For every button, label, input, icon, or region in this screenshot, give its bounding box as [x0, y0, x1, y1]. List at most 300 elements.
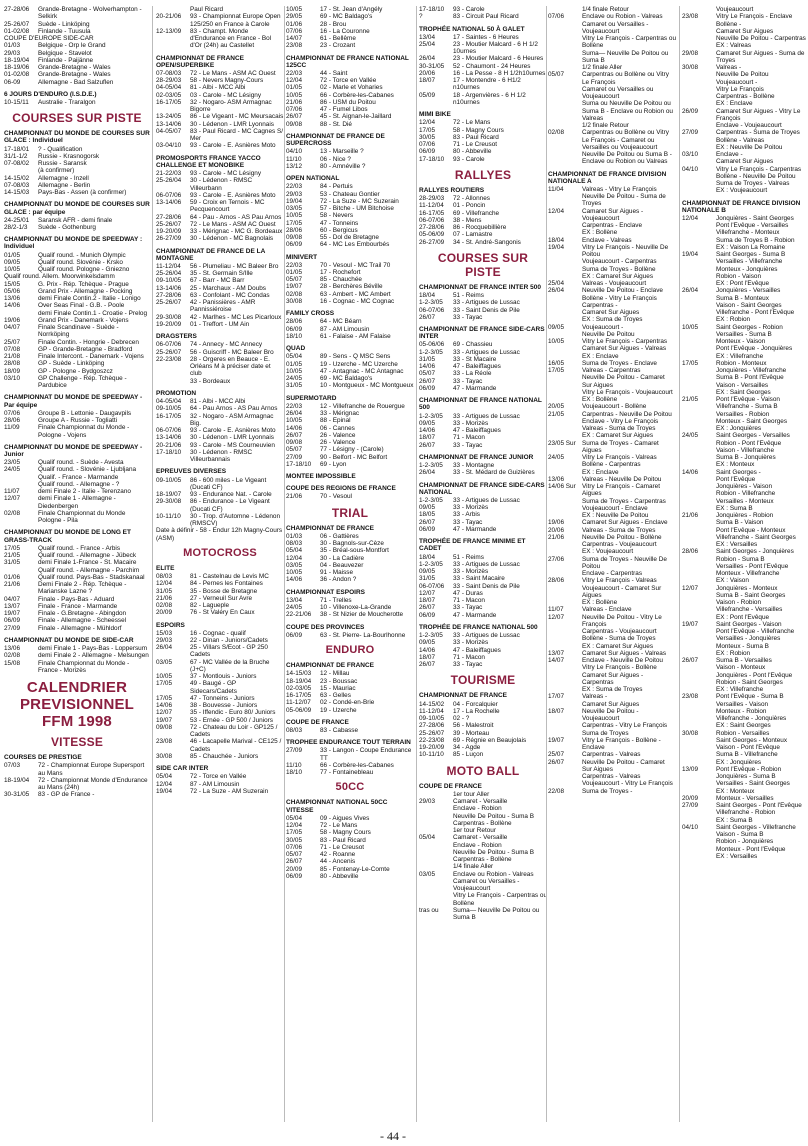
- calendar-entry: [286, 403, 414, 410]
- column-rule: [284, 6, 285, 1122]
- entry-date: 21/06: [548, 533, 564, 541]
- calendar-entry: [286, 156, 414, 163]
- discipline-title: MOTO BALL: [446, 763, 520, 778]
- calendar-entry: [419, 148, 547, 155]
- calendar-entry: [286, 6, 414, 13]
- entry-text: 64 - Pau - Arnos - AS Pau Arnos: [190, 213, 282, 221]
- entry-text: Suma de Troyes - Neuville De Poitou: [582, 555, 667, 570]
- calendar-entry: [548, 483, 676, 498]
- entry-date: 27-28/06: [419, 224, 445, 232]
- calendar-entry: [156, 449, 284, 464]
- entry-text: 33 - Saint Denis de Pile: [453, 306, 520, 314]
- entry-date: 03/05: [286, 561, 302, 569]
- entry-text: 93 - Carole - MS Courneuvien: [190, 441, 275, 449]
- entry-date: 11-12/04: [419, 707, 444, 715]
- entry-text: Neuville De Poitou - Camaret Sur Aigues: [582, 758, 665, 773]
- entry-text: 39 - Morteau: [453, 729, 490, 737]
- entry-text: 30 - Lédenon - LMR Lyonnais: [190, 434, 274, 442]
- entry-date: 26/07: [419, 661, 435, 669]
- calendar-entry: [156, 609, 284, 616]
- calendar-entry: [4, 224, 150, 231]
- calendar-entry: [548, 367, 676, 374]
- entry-date: 21/06: [286, 493, 302, 501]
- calendar-entry: [286, 670, 414, 677]
- calendar-entry: [4, 252, 150, 259]
- entry-date: 10/05: [286, 212, 302, 220]
- entry-date: 17-18/10: [419, 155, 445, 163]
- entry-continuation: Carpentras - Vitry Le François: [582, 722, 668, 730]
- entry-text: 85 - Luçon: [453, 751, 484, 759]
- entry-text: 86 - Rocquebillière: [453, 224, 507, 232]
- entry-text: 17 - St. Jean d'Angély: [320, 6, 383, 13]
- calendar-entry: [419, 583, 547, 590]
- entry-text: Finale - Allemagne - Scheessel: [38, 617, 127, 625]
- section-heading: CHAMPIONNAT DU MONDE DE SPEEDWAY : Individuel: [4, 236, 143, 251]
- calendar-entry: [682, 432, 806, 439]
- entry-date: 26/04: [419, 469, 435, 477]
- calendar-entry: [4, 99, 150, 106]
- entry-text: 91 - Maisse: [320, 569, 354, 577]
- entry-text: Groupe B - Lettonie - Daugavpils: [38, 409, 132, 417]
- entry-text: GP - Pologne - Bydgoszcz: [38, 367, 113, 375]
- calendar-entry: [156, 214, 284, 221]
- entry-date: 28/2-1/3: [4, 224, 28, 232]
- entry-text: Camaret Sur Aigues - Vitry Le François: [716, 107, 801, 122]
- entry-date: 26/07: [286, 858, 302, 866]
- calendar-entry: [4, 368, 150, 375]
- calendar-entry: [682, 251, 806, 258]
- entry-text: 33 - Artigues de Lussac: [453, 348, 520, 356]
- entry-date: 10/05: [548, 338, 564, 346]
- calendar-entry: [682, 13, 806, 20]
- entry-date: 05/04: [286, 353, 302, 361]
- calendar-entry: [156, 99, 284, 114]
- entry-date: 06-07/06: [419, 582, 445, 590]
- calendar-entry: [4, 339, 150, 346]
- entry-text: Carpentras - Neuville De Poitou: [582, 410, 672, 418]
- section-heading: CHAMPIONNAT DE FRANCE INTER 500: [419, 283, 541, 291]
- entry-date: 25/04: [419, 40, 435, 48]
- entry-date: 30/08: [682, 729, 698, 737]
- calendar-entry: [419, 356, 547, 363]
- calendar-entry: [286, 611, 414, 618]
- entry-text: Qualif round. - France - Arbis: [38, 544, 121, 552]
- calendar-entry: [4, 603, 150, 610]
- calendar-entry: [156, 285, 284, 292]
- entry-date: 13/04: [419, 33, 435, 41]
- entry-text: 84 - Pernes les Fontaines: [190, 580, 263, 588]
- calendar-entry: [419, 469, 547, 476]
- calendar-entry: [548, 519, 676, 526]
- calendar-entry: [286, 21, 414, 28]
- entry-date: 04/10: [682, 823, 698, 831]
- entry-text: Saint Georges - Vaison: [716, 620, 782, 628]
- entry-text: 28 - Berchères Béville: [320, 283, 383, 291]
- calendar-entry: [682, 151, 806, 158]
- entry-text: 72 - Torce en Vallée: [320, 77, 377, 85]
- entry-text: Saint Georges - Villefranche: [716, 823, 796, 831]
- entry-text: 38 - St Nizier de Moucherotte: [320, 611, 404, 619]
- calendar-entry: [419, 751, 547, 758]
- entry-continuation: EX : Valreas: [716, 42, 752, 50]
- entry-text: Finlande - Tuusula: [38, 27, 91, 35]
- entry-continuation: 1/2 finale Retour: [582, 122, 629, 129]
- calendar-entry: [419, 737, 547, 744]
- entry-continuation: EX : Suma B: [716, 504, 753, 512]
- entry-text: Russie - Krasnogorsk: [38, 152, 100, 160]
- calendar-entry: [156, 602, 284, 609]
- entry-text: Camaret Sur Aigues - Valreas: [582, 649, 667, 657]
- calendar-entry: [156, 724, 284, 739]
- entry-date: 30-31/05: [419, 62, 445, 70]
- section-heading: OPEN NATIONAL: [286, 175, 340, 183]
- entry-continuation: EX : Suma de Troyes: [582, 316, 643, 324]
- entry-date: 26/07: [419, 313, 435, 321]
- entry-text: 33 - Arbis: [453, 511, 480, 519]
- entry-continuation: EX : Villefranche: [716, 686, 764, 694]
- entry-text: 83 - Circuit Paul Ricard: [453, 13, 519, 21]
- entry-date: 12/07: [4, 495, 20, 503]
- entry-text: 33 - Morizès: [453, 419, 489, 427]
- entry-date: 06-07/06: [419, 306, 445, 314]
- entry-continuation: Suma de Troyes - Valreas: [716, 180, 790, 187]
- entry-date: 05-06/06: [419, 341, 445, 349]
- entry-date: 17/05: [419, 126, 435, 134]
- entry-date: 07/03: [4, 762, 20, 770]
- entry-date: 02/08: [548, 129, 564, 137]
- entry-text: 88 - St. Dié: [320, 120, 352, 128]
- entry-text: Neuville De Poitou - Enclave: [582, 287, 663, 295]
- entry-continuation: Qualif. - France - Marmande: [38, 473, 119, 481]
- entry-date: 09/08: [286, 234, 302, 242]
- calendar-entry: [156, 341, 284, 348]
- entry-date: 31/05: [156, 587, 172, 595]
- entry-text: 87 - AM Limousin: [190, 780, 240, 788]
- calendar-entry: [286, 851, 414, 858]
- entry-text: 27 - Verneuil Sur Avre: [190, 594, 253, 602]
- entry-text: Pont l'Evêque - Robion: [716, 765, 782, 773]
- entry-continuation: Vaison - Pont l'Evêque: [716, 744, 780, 752]
- entry-text: 02 - ?: [453, 715, 470, 723]
- entry-date: 05/09: [419, 91, 435, 99]
- entry-continuation: Bollène - Neuville De Poitou: [716, 172, 796, 180]
- calendar-entry: [548, 751, 676, 758]
- calendar-entry: [4, 791, 150, 798]
- calendar-entry: [548, 454, 676, 461]
- entry-date: 17/07: [548, 693, 564, 701]
- calendar-entry: [419, 497, 547, 504]
- calendar-entry: [286, 439, 414, 446]
- entry-continuation: Versailles - Villefranche: [716, 258, 783, 266]
- entry-text: 69 - MC Baldago's: [320, 13, 373, 21]
- calendar-entry: [156, 170, 284, 177]
- section-heading: ESPOIRS: [156, 621, 185, 629]
- entry-continuation: Robion - Saint Georges: [716, 678, 783, 686]
- entry-continuation: EX : Monteux: [716, 461, 755, 469]
- discipline-title: MOTOCROSS: [183, 546, 257, 559]
- entry-text: Belgique - Orp le Grand: [38, 42, 106, 50]
- calendar-entry: [286, 432, 414, 439]
- calendar-entry: [156, 491, 284, 498]
- entry-continuation: Enclave - Robion: [453, 805, 502, 813]
- entry-continuation: EX : Robion: [716, 316, 751, 324]
- entry-continuation: EX : Robion: [716, 649, 751, 657]
- entry-date: 24/05: [548, 454, 564, 462]
- entry-date: 23/08: [682, 693, 698, 701]
- entry-date: 19-20/09: [419, 744, 445, 752]
- calendar-entry: [156, 513, 284, 528]
- entry-text: Enclave - Valreas: [582, 236, 632, 244]
- entry-date: 30/05: [419, 133, 435, 141]
- calendar-entry: [548, 129, 676, 151]
- calendar-entry: [4, 625, 150, 632]
- calendar-entry: [419, 127, 547, 134]
- entry-text: 71 - Le Creusot: [453, 141, 498, 149]
- entry-continuation: Camaret Sur Aigues: [716, 27, 774, 35]
- calendar-entry: [419, 427, 547, 434]
- entry-text: 33 - Montagne: [453, 462, 495, 470]
- calendar-entry: [286, 333, 414, 340]
- calendar-entry: [548, 614, 676, 629]
- entry-date: 25/07: [548, 751, 564, 759]
- entry-date: 26-27/09: [419, 238, 445, 246]
- calendar-entry: [682, 795, 806, 802]
- entry-text: 93 - Carole - E. Asnières Moto: [190, 427, 276, 435]
- calendar-entry: [548, 737, 676, 752]
- entry-text: 38 - Bouvesse - Juniors: [190, 702, 258, 710]
- calendar-entry: [548, 411, 676, 418]
- entry-text: Suma de Troyes - Camaret Aigues: [582, 439, 659, 454]
- column-rule: [546, 6, 547, 1122]
- calendar-entry: [156, 413, 284, 428]
- entry-continuation: Carpentras - Bollène: [453, 856, 512, 863]
- entry-text: 58 - Magny Cours: [453, 126, 504, 134]
- entry-continuation: Villefranche - Saint Georges: [716, 533, 796, 541]
- entry-continuation: Camaret Sur Aigues - Valreas: [582, 345, 667, 353]
- calendar-entry: [4, 510, 150, 525]
- entry-date: 01/05: [286, 268, 302, 276]
- entry-text: Enclave - Neuville De Poitou: [582, 657, 663, 665]
- calendar-entry: [156, 70, 284, 77]
- entry-text: 69 - Lyon: [320, 460, 347, 468]
- calendar-entry: [286, 569, 414, 576]
- calendar-entry: [4, 175, 150, 182]
- entry-date: 05/04: [286, 814, 302, 822]
- entry-text: Allemagne - Inzell: [38, 174, 89, 182]
- section-heading: MINIVERT: [286, 253, 318, 261]
- entry-text: Monteux - Versailles: [716, 794, 774, 802]
- entry-text: 72 - Le Mans - ASM AC Ouest: [190, 220, 276, 228]
- section-heading: CHAMPIONNAT DU MONDE DE SIDE-CAR: [4, 636, 134, 644]
- entry-text: 93 - Carole - MC Lésigny: [190, 170, 262, 178]
- entry-text: Saint Georges - Robion: [716, 323, 783, 331]
- entry-text: Pont l'Evêque - Suma B: [716, 693, 784, 701]
- entry-date: 17/05: [286, 829, 302, 837]
- entry-text: 81 - Castelnau de Levis MC: [190, 573, 269, 581]
- entry-continuation: Neuville De Poitou - Suma de Troyes: [582, 193, 666, 208]
- entry-continuation: Vaison - Saint Georges: [716, 301, 782, 309]
- entry-date: 12/04: [156, 580, 172, 588]
- entry-text: 72 - Le Mans: [453, 119, 491, 127]
- calendar-entry: [419, 13, 547, 20]
- calendar-entry: [419, 77, 547, 92]
- entry-text: 83 - Paul Ricard - MC Cagnes S/ Mer: [190, 127, 284, 143]
- entry-date: 09/05: [419, 639, 435, 647]
- entry-continuation: Suma B - Saint Georges: [716, 591, 786, 599]
- entry-date: 18/07: [419, 77, 435, 85]
- entry-text: 47 - Baleiffagues: [453, 363, 501, 371]
- entry-text: 33 - Tayac: [453, 661, 483, 669]
- calendar-entry: [548, 650, 676, 657]
- calendar-entry: [286, 858, 414, 865]
- calendar-entry: [419, 299, 547, 306]
- entry-text: Allemagne - Berlin: [38, 181, 91, 189]
- calendar-entry: [156, 781, 284, 788]
- entry-text: Grande-Bretagne - Wales: [38, 64, 111, 71]
- entry-text: Qualif round. - Slovénie - Ljubljana: [38, 466, 137, 474]
- entry-date: 16/05: [548, 359, 564, 367]
- entry-date: 07/06: [4, 409, 20, 417]
- entry-continuation: EX : Vaison: [716, 577, 749, 585]
- entry-text: 93 - Endurance Nat. - Carole: [190, 491, 272, 499]
- entry-continuation: Robion - Jonquières: [716, 838, 774, 846]
- calendar-entry: [4, 64, 150, 71]
- calendar-entry: [682, 360, 806, 367]
- entry-date: 11/10: [286, 155, 302, 163]
- section-heading: COURSES DE PRESTIGE: [4, 754, 82, 762]
- entry-date: 19/07: [156, 716, 172, 724]
- calendar-entry: [419, 647, 547, 654]
- entry-date: 03/10: [4, 374, 20, 382]
- calendar-entry: [286, 106, 414, 113]
- calendar-entry: [156, 709, 284, 716]
- entry-date: 13/07: [4, 602, 20, 610]
- entry-continuation: Jonquières - Suma B: [716, 773, 776, 781]
- calendar-entry: [286, 99, 414, 106]
- entry-continuation: Pont l'Evêque - Jonquières: [716, 345, 793, 353]
- discipline-title: COURSES SUR PISTE: [437, 250, 529, 279]
- calendar-entry: [548, 534, 676, 541]
- entry-text: 60 - Bergicus: [320, 226, 358, 234]
- calendar-entry: [4, 488, 150, 495]
- calendar-entry: [4, 79, 150, 86]
- calendar-entry: [548, 759, 676, 774]
- entry-text: 22 - Dinan - Juniors/Cadets: [190, 636, 268, 644]
- entry-text: Suma B - Versailles: [716, 657, 772, 665]
- entry-text: 63 - Ambert - MC Ambert: [320, 290, 391, 298]
- entry-text: 61 - Bellême: [320, 35, 356, 42]
- entry-continuation: Villefranche - Versailles: [716, 606, 783, 614]
- entry-date: 21/06: [286, 98, 302, 106]
- calendar-entry: [4, 153, 150, 160]
- entry-date: 09/05: [419, 568, 435, 576]
- entry-continuation: Carpentras - Valreas: [582, 773, 641, 781]
- section-heading: COUPE DES PROVINCES: [286, 623, 365, 631]
- calendar-entry: [4, 762, 150, 777]
- entry-date: 27-28/06: [156, 291, 182, 299]
- entry-text: GP - Grande-Bretagne - Bradford: [38, 345, 133, 353]
- entry-date: 28/06: [548, 577, 564, 585]
- calendar-entry: [419, 519, 547, 526]
- calendar-entry: [548, 577, 676, 584]
- entry-text: Vitry Le François - Valreas: [582, 577, 657, 585]
- discipline-title: CALENDRIER PREVISIONNEL FFM 1998: [19, 679, 135, 731]
- section-heading: TROPHÉE DE FRANCE NATIONAL 500: [419, 623, 538, 631]
- entry-date: 18-19/04: [4, 776, 30, 784]
- calendar-entry: [4, 545, 150, 552]
- entry-text: 33 - Artigues de Lussac: [453, 412, 520, 420]
- entry-text: 42 - Roanne: [320, 851, 356, 859]
- entry-date: 19/07: [286, 283, 302, 291]
- entry-text: 93 - Championnat Europe Open 125/250 en France à Carole: [190, 13, 281, 28]
- calendar-entry: [286, 555, 414, 562]
- entry-date: 02/08: [286, 290, 302, 298]
- entry-text: 12 - Villefranche de Rouergue: [320, 402, 405, 410]
- entry-text: 06 - Nice ?: [320, 155, 351, 163]
- entry-date: 22-23/08: [156, 355, 182, 363]
- entry-date: 27-28/06: [156, 213, 182, 221]
- entry-continuation: EX : Voujeaucourt: [582, 548, 634, 556]
- entry-date: 26/07: [286, 113, 302, 121]
- entry-date: 23/05 Sur: [548, 439, 576, 447]
- entry-date: 14-15/02: [419, 700, 445, 708]
- entry-date: 13-14/06: [156, 199, 182, 207]
- entry-date: 28/06: [682, 548, 698, 556]
- entry-text: 16 - Cognac - MC Cognac: [320, 297, 395, 305]
- calendar-entry: [419, 730, 547, 737]
- entry-text: Finale Scandinave - Suède - Norrköping: [38, 324, 119, 339]
- entry-continuation: Pont l'Evêque - Monteux: [716, 526, 786, 534]
- calendar-entry: [286, 198, 414, 205]
- entry-date: 10/05: [682, 323, 698, 331]
- entry-text: 63 - Confolant - MC Condas: [190, 291, 270, 299]
- calendar-entry: [4, 353, 150, 360]
- entry-date: 03/05: [156, 658, 172, 666]
- entry-date: 11-12/07: [286, 699, 311, 707]
- entry-text: 33 - Tayac: [453, 441, 483, 449]
- entry-date: 17/05: [286, 219, 302, 227]
- entry-text: 71 - Macon: [453, 434, 485, 442]
- calendar-entry: [156, 434, 284, 441]
- entry-text: 80 - Amnéville ?: [320, 162, 366, 170]
- entry-date: 28/06: [286, 226, 302, 234]
- calendar-entry: [156, 442, 284, 449]
- calendar-entry: [419, 575, 547, 582]
- section-heading: CHAMPIONNAT DE FRANCE OPEN/SUPERBIKE: [156, 54, 244, 69]
- section-heading: CHAMPIONNAT DE FRANCE SIDE-CARS INTER: [419, 326, 545, 341]
- entry-text: 32 - Nogaro- ASM Armagnac Bigorre: [190, 98, 272, 114]
- entry-continuation: Villefranche - Pont l'Evêque: [716, 309, 795, 317]
- entry-text: Finale - Allemagne - Mühldorf: [38, 624, 122, 632]
- entry-text: 28 - Orgeres en Beauce - E. Orléans M à préciser date et club: [190, 355, 271, 378]
- entry-date: 05/04: [156, 773, 172, 781]
- entry-text: 30 - Bagnols-sur-Cèze: [320, 540, 384, 548]
- entry-text: Vitry Le François - Carpentras: [716, 165, 802, 173]
- calendar-entry: [419, 907, 547, 922]
- calendar-entry: [419, 871, 547, 878]
- entry-date: 06/09: [419, 525, 435, 533]
- calendar-entry: [286, 410, 414, 417]
- entry-text: Belgique - Stavelot: [38, 49, 92, 57]
- entry-text: Camaret Sur Aigues - Suma de Troyes: [716, 49, 805, 64]
- calendar-entry: [682, 548, 806, 555]
- entry-text: 04 - Beauvezer: [320, 561, 364, 569]
- entry-text: 25 - Villars S/Ecot - GP 250 Cadets: [190, 644, 268, 659]
- entry-date: 12/07: [682, 584, 698, 592]
- entry-date: 19/04: [548, 243, 564, 251]
- section-heading: PROMOTION: [156, 389, 197, 397]
- entry-text: ? - Qualification: [38, 145, 83, 153]
